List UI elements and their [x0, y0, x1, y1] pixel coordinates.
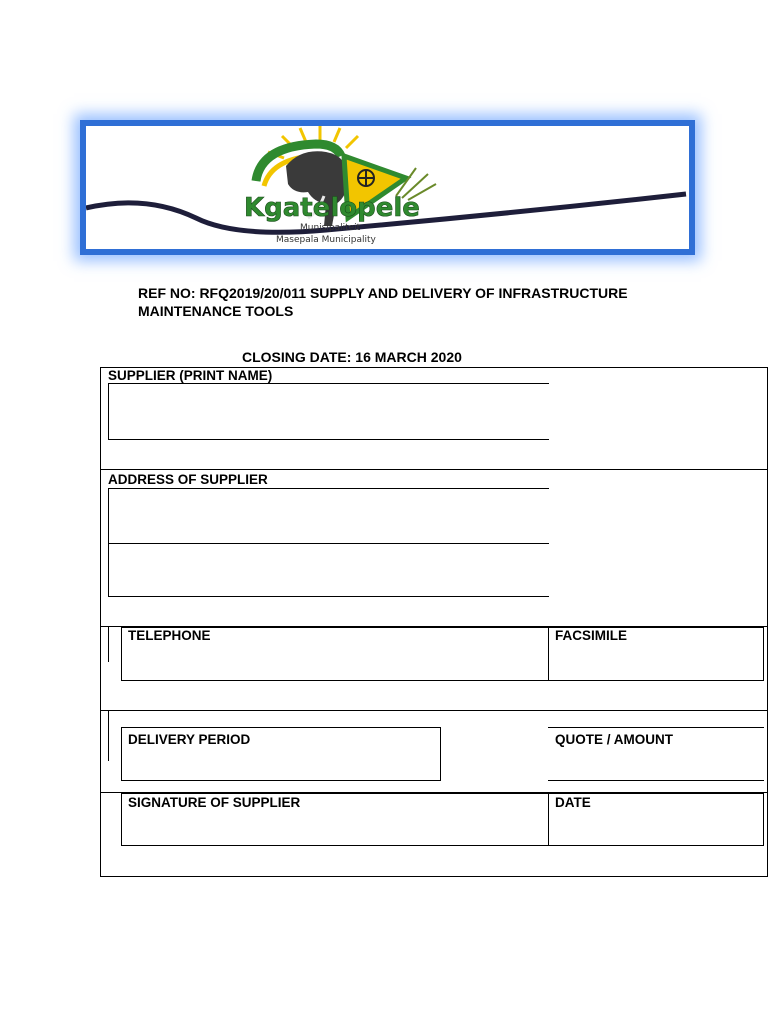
date-label: DATE: [555, 795, 591, 810]
logo-wordmark: Kgatelopele: [244, 193, 420, 223]
supplier-name-field[interactable]: [109, 384, 549, 440]
telephone-label: TELEPHONE: [128, 628, 211, 643]
signature-label: SIGNATURE OF SUPPLIER: [128, 795, 301, 810]
address-field-line1[interactable]: [109, 489, 549, 543]
section-divider: [100, 710, 768, 711]
kgatelopele-logo-graphic: [86, 126, 689, 249]
municipality-logo-banner: [80, 120, 695, 255]
logo-sub1: Munisipaliteit: [300, 223, 361, 233]
address-label: ADDRESS OF SUPPLIER: [108, 472, 268, 487]
facsimile-label: FACSIMILE: [555, 628, 628, 643]
delivery-period-label: DELIVERY PERIOD: [128, 732, 251, 747]
logo-sub2: Masepala Municipality: [276, 235, 376, 245]
closing-date: CLOSING DATE: 16 MARCH 2020: [242, 349, 462, 365]
quote-amount-label: QUOTE / AMOUNT: [555, 732, 673, 747]
ref-number-line2: MAINTENANCE TOOLS: [138, 303, 294, 319]
section-divider: [100, 469, 768, 470]
supplier-name-label: SUPPLIER (PRINT NAME): [108, 368, 273, 383]
address-field-line2[interactable]: [109, 544, 549, 596]
ref-number-line1: REF NO: RFQ2019/20/011 SUPPLY AND DELIVERY OF INFRASTRUCTURE: [138, 285, 628, 301]
